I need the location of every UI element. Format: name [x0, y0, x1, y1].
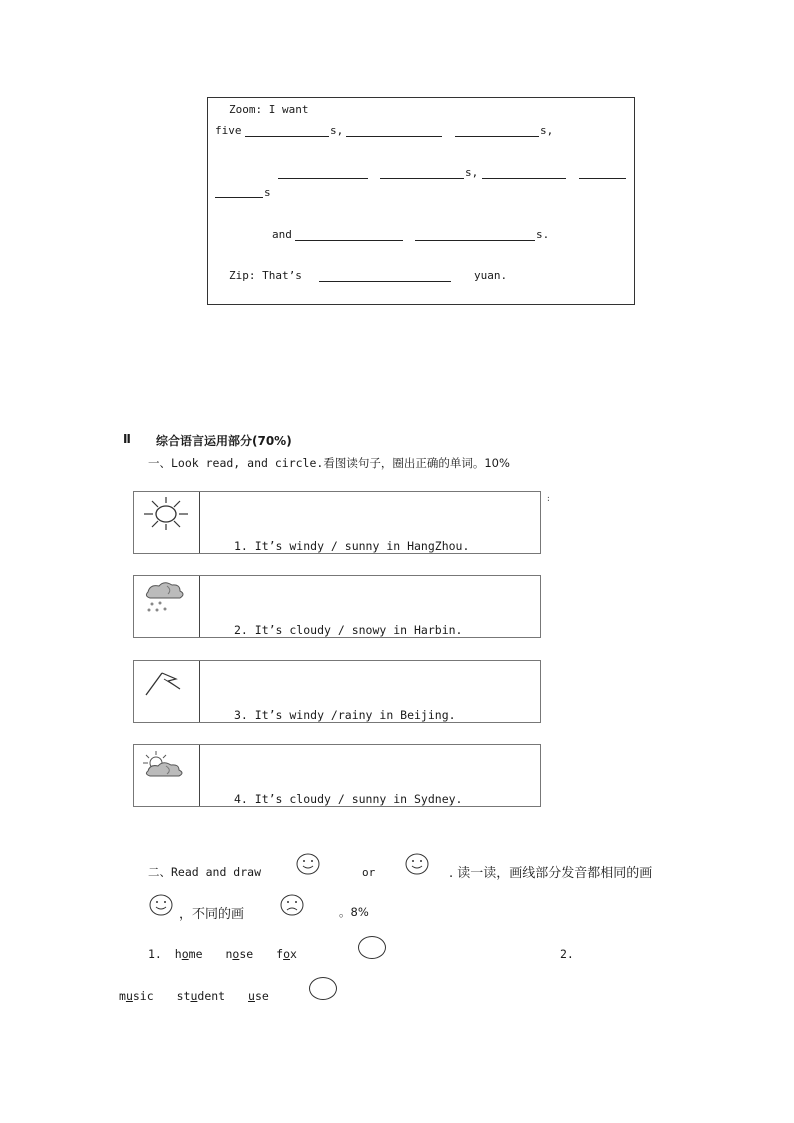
blank-3[interactable]	[455, 136, 539, 137]
section-title: 综合语言运用部分(70%)	[156, 434, 292, 448]
section-numeral: Ⅱ	[123, 432, 131, 446]
exercise-row-3	[133, 660, 541, 723]
row-1-sentence: 1. It’s windy / sunny in HangZhou.	[234, 539, 470, 553]
q1-number: 1.	[148, 947, 162, 961]
exercise-row-2	[133, 575, 541, 638]
blank-9[interactable]	[295, 240, 403, 241]
question-2	[119, 989, 269, 1003]
exercise-row-1	[133, 491, 541, 554]
suffix-s-4: s	[264, 186, 271, 199]
part2-instruction-cn-1: . 读一读，画线部分发音都相同的画	[449, 866, 653, 881]
blank-4[interactable]	[278, 178, 368, 179]
part2-prefix: 二、	[148, 865, 171, 879]
blank-price[interactable]	[319, 281, 451, 282]
row-2-sentence: 2. It’s cloudy / snowy in Harbin.	[234, 623, 463, 637]
smiley-face-icon	[295, 852, 321, 876]
suffix-s-3: s,	[465, 166, 479, 179]
smiley-face-icon	[404, 852, 430, 876]
yuan-label: yuan.	[474, 269, 508, 282]
q1-word-1: home	[174, 947, 203, 961]
row-4-picture	[134, 745, 200, 806]
q1-word-2: nose	[225, 947, 254, 961]
stray-mark: :	[546, 494, 551, 503]
q2-answer-circle[interactable]	[309, 977, 337, 1000]
zoom-line-1: Zoom: I want	[229, 103, 309, 116]
zip-line-label: Zip: That’s	[229, 269, 302, 282]
blank-5[interactable]	[380, 178, 464, 179]
blank-7[interactable]	[579, 178, 626, 179]
snow-cloud-icon	[134, 576, 200, 638]
part1-prefix: 一、	[148, 456, 171, 470]
part2-instruction-cn-3: 。8%	[339, 905, 369, 919]
wind-flag-icon	[134, 661, 200, 723]
suffix-s-5: s.	[536, 228, 550, 241]
zoom-order-box	[207, 97, 635, 305]
q1-answer-circle[interactable]	[358, 936, 386, 959]
zoom-five-label: five	[215, 124, 242, 137]
blank-6[interactable]	[482, 178, 566, 179]
suffix-s-1: s,	[330, 124, 344, 137]
row-3-sentence: 3. It’s windy /rainy in Beijing.	[234, 708, 456, 722]
row-4-sentence: 4. It’s cloudy / sunny in Sydney.	[234, 792, 463, 806]
q1-word-3: fox	[276, 947, 297, 961]
q2-number: 2.	[560, 947, 574, 961]
part2-line-1	[148, 864, 261, 880]
or-label: or	[362, 866, 376, 879]
row-1-picture	[134, 492, 200, 553]
part1-instruction	[148, 455, 510, 471]
read-and-draw-label: Read and draw	[171, 865, 262, 879]
question-1	[148, 947, 297, 961]
part2-instruction-cn-2: ，不同的画	[179, 907, 245, 922]
sad-face-icon	[279, 893, 305, 917]
row-3-picture	[134, 661, 200, 722]
exercise-row-4	[133, 744, 541, 807]
part1-instruction-en: Look read, and circle.	[171, 456, 324, 470]
blank-10[interactable]	[415, 240, 535, 241]
blank-2[interactable]	[346, 136, 442, 137]
sun-icon	[134, 492, 200, 554]
and-label: and	[272, 228, 292, 241]
suffix-s-2: s,	[540, 124, 554, 137]
q2-word-2: student	[176, 989, 226, 1003]
smiley-face-icon	[148, 893, 174, 917]
blank-8[interactable]	[215, 197, 263, 198]
part1-instruction-cn: 看图读句子，圈出正确的单词。10%	[323, 456, 510, 470]
sun-cloud-icon	[134, 745, 200, 807]
q2-word-1: music	[119, 989, 154, 1003]
blank-1[interactable]	[245, 136, 329, 137]
q2-word-3: use	[248, 989, 269, 1003]
row-2-picture	[134, 576, 200, 637]
